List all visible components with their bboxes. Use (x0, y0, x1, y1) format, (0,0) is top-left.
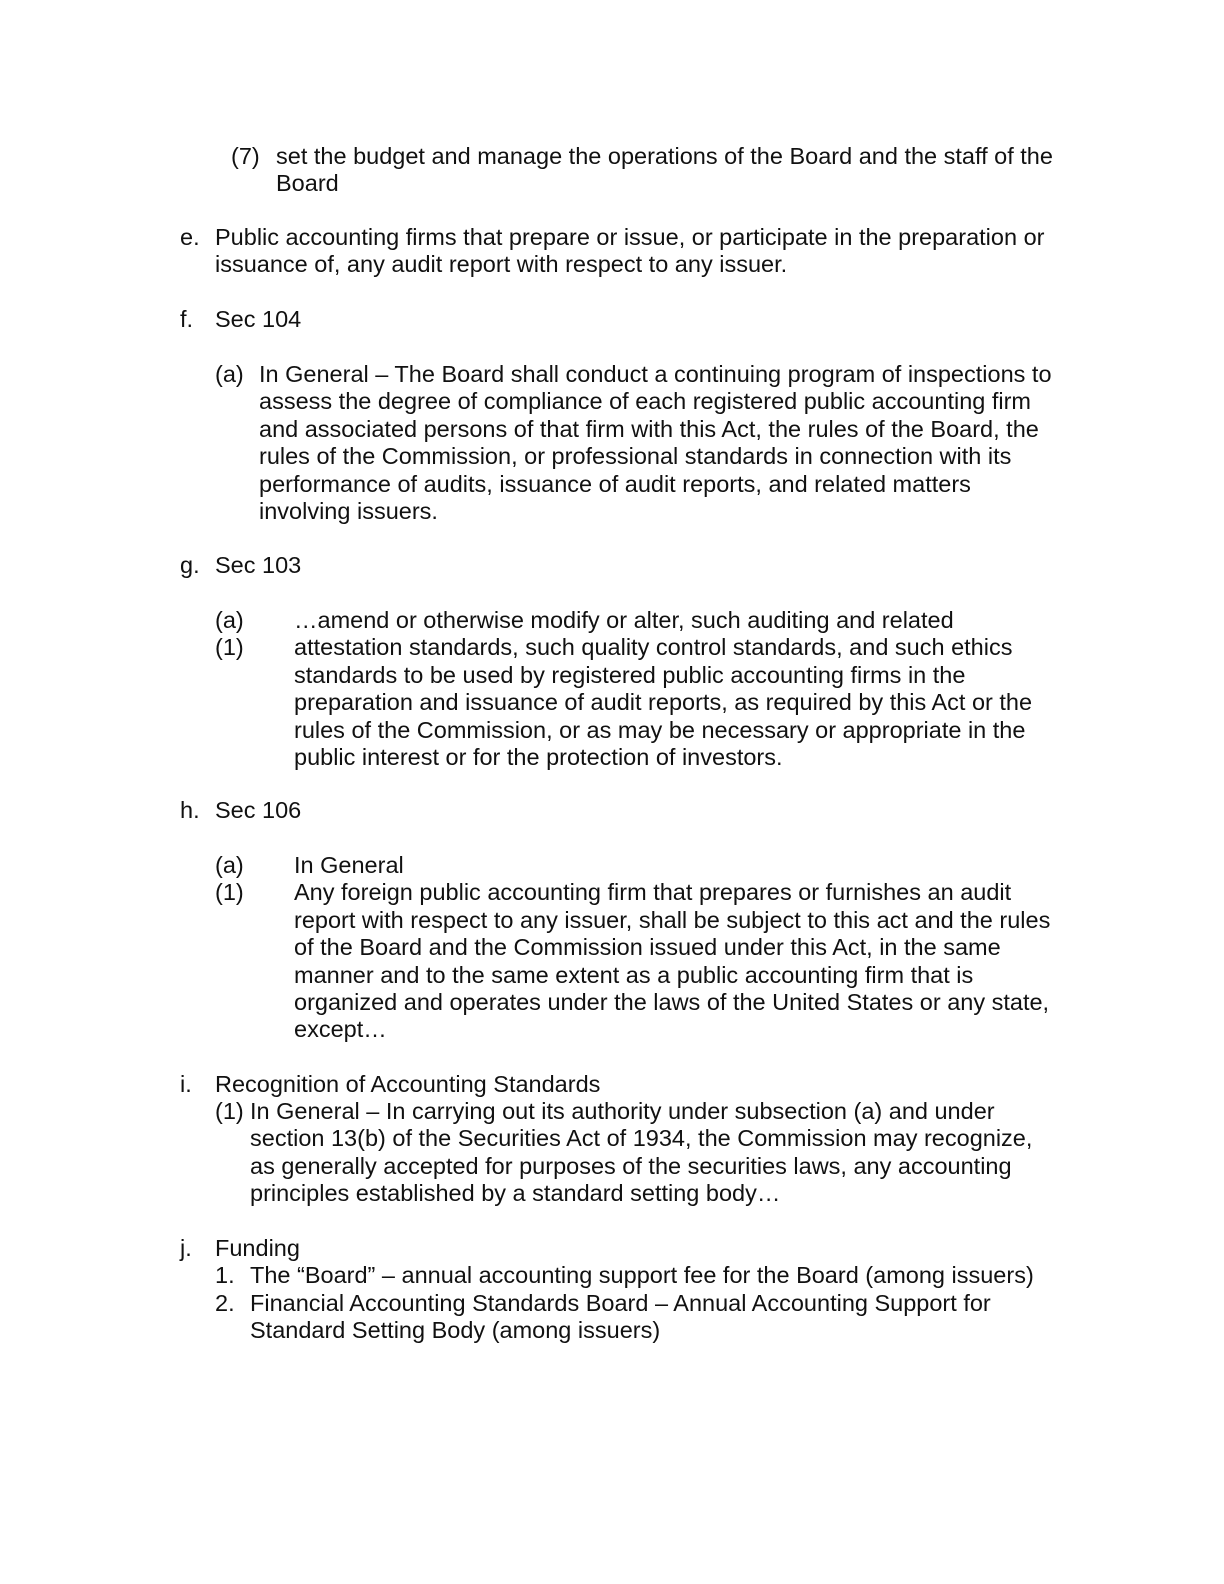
item-i-marker: i. (180, 1071, 192, 1097)
item-f-heading: Sec 104 (215, 306, 302, 332)
item-h-marker: h. (180, 797, 200, 823)
item-e-text: Public accounting firms that prepare or issue, or participate in the preparation or issuance of, any audit report with respect to any issuer. (215, 224, 1045, 278)
item-j-heading: Funding (215, 1235, 300, 1261)
item-7-text: set the budget and manage the operations of the Board and the staff of the Board (276, 143, 1053, 197)
item-i-1-marker: (1) (215, 1098, 244, 1124)
item-i-1-text: In General – In carrying out its authority under subsection (a) and under section 13(b) of the Securities Act of 1934, the Commission may recognize, as generally accepted for purposes of the securities laws, any accounting principles established by a standard setting body… (250, 1098, 1033, 1207)
funding-item-2-text: Financial Accounting Standards Board – Annual Accounting Support for Standard Setting Body (among issuers) (250, 1290, 991, 1344)
item-g-a1-text: …amend or otherwise modify or alter, such auditing and related attestation standards, such quality control standards, and such ethics standards to be used by registered public accounting firms in the preparation and issuance of audit reports, as required by this Act or the rules of the Commission, or as may be necessary or appropriate in the public interest or for the protection of investors. (294, 607, 1033, 771)
item-f-a-text: In General – The Board shall conduct a continuing program of inspections to assess the degree of compliance of each registered public accounting firm and associated persons of that firm with this Act, the rules of the Board, the rules of the Commission, or professional standards in connection with its performance of audits, issuance of audit reports, and related matters involving issuers. (259, 361, 1052, 525)
item-g-a1-marker: (a) (1) (215, 607, 244, 661)
item-7-marker: (7) (231, 143, 260, 169)
item-h-heading: Sec 106 (215, 797, 302, 823)
item-h-a1-marker: (a) (1) (215, 852, 244, 906)
item-i-heading: Recognition of Accounting Standards (215, 1071, 601, 1097)
funding-item-1-marker: 1. (215, 1262, 235, 1288)
funding-item-2-marker: 2. (215, 1290, 235, 1316)
funding-item-1-text: The “Board” – annual accounting support fee for the Board (among issuers) (250, 1262, 1034, 1288)
item-f-a-marker: (a) (215, 361, 244, 387)
item-g-heading: Sec 103 (215, 552, 302, 578)
item-j-marker: j. (180, 1235, 192, 1261)
item-g-marker: g. (180, 552, 200, 578)
item-h-a1-text: In General Any foreign public accounting firm that prepares or furnishes an audit report with respect to any issuer, shall be subject to this act and the rules of the Board and the Commission issued under this Act, in the same manner and to the same extent as a public accounting firm that is organized and operates under the laws of the United States or any state, except… (294, 852, 1051, 1043)
item-e-marker: e. (180, 224, 200, 250)
item-f-marker: f. (180, 306, 194, 332)
